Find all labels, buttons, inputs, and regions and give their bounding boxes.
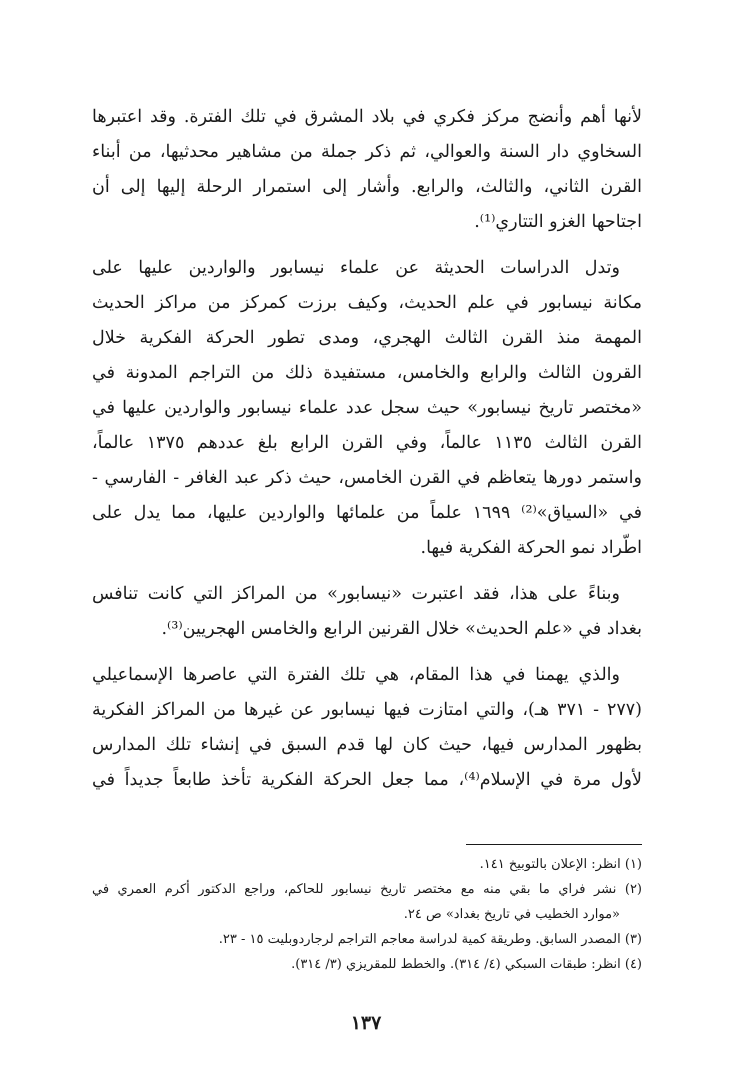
footnote-2: (٢) نشر فراي ما بقي منه مع مختصر تاريخ نيسابور للحاكم، وراجع الدكتور أكرم العمري في — [92, 882, 642, 897]
footnote-2-continuation: «موارد الخطيب في تاريخ بغداد» ص ٢٤. — [403, 907, 620, 922]
paragraph-4 — [92, 658, 642, 798]
footnotes — [92, 852, 642, 977]
main-text — [92, 100, 642, 798]
footnote-divider — [466, 844, 642, 845]
footnote-1: (١) انظر: الإعلان بالتوبيخ ١٤١. — [479, 857, 642, 872]
text-line: القرون الثالث والرابع والخامس، مستفيدة ذلك من التراجم المدونة في — [92, 363, 642, 383]
text-line: اجتاحها الغزو التتاري⁽¹⁾. — [474, 212, 642, 232]
text-line: لأول مرة في الإسلام⁽⁴⁾، مما جعل الحركة الفكرية تأخذ طابعاً جديداً في — [92, 770, 642, 790]
text-line: والذي يهمنا في هذا المقام، هي تلك الفترة التي عاصرها الإسماعيلي — [92, 665, 620, 685]
paragraph-1 — [92, 100, 642, 240]
text-line: السخاوي دار السنة والعوالي، ثم ذكر جملة من مشاهير محدثيها، من أبناء — [92, 142, 642, 162]
text-line: مكانة نيسابور في علم الحديث، وكيف برزت كمركز من مراكز الحديث — [92, 293, 642, 313]
page-number: ١٣٧ — [350, 1012, 382, 1034]
paragraph-2 — [92, 251, 642, 566]
text-line: واستمر دورها يتعاظم في القرن الخامس، حيث ذكر عبد الغافر - الفارسي - — [92, 468, 642, 488]
footnote-4: (٤) انظر: طبقات السبكي (٤/ ٣١٤). والخطط للمقريزي (٣/ ٣١٤). — [291, 957, 642, 972]
text-line: بظهور المدارس فيها، حيث كان لها قدم السبق في إنشاء تلك المدارس — [92, 735, 642, 755]
text-line: المهمة منذ القرن الثالث الهجري، ومدى تطور الحركة الفكرية خلال — [92, 328, 642, 348]
text-line: وبناءً على هذا، فقد اعتبرت «نيسابور» من المراكز التي كانت تنافس — [92, 584, 620, 604]
text-line: بغداد في «علم الحديث» خلال القرنين الرابع والخامس الهجريين⁽³⁾. — [161, 619, 642, 639]
paragraph-3 — [92, 577, 642, 647]
text-line: القرن الثالث ١١٣٥ عالماً، وفي القرن الرابع بلغ عددهم ١٣٧٥ عالماً، — [92, 433, 642, 453]
text-line: لأنها أهم وأنضج مركز فكري في بلاد المشرق في تلك الفترة. وقد اعتبرها — [92, 107, 642, 127]
footnote-3: (٣) المصدر السابق. وطريقة كمية لدراسة معاجم التراجم لرجاردوبليت ١٥ - ٢٣. — [218, 932, 642, 947]
text-line: (٢٧٧ - ٣٧١ هـ)، والتي امتازت فيها نيسابور عن غيرها من المراكز الفكرية — [92, 700, 642, 720]
text-line: في «السياق»⁽²⁾ ١٦٩٩ علماً من علمائها والواردين عليها، مما يدل على — [92, 503, 642, 523]
text-line: وتدل الدراسات الحديثة عن علماء نيسابور والواردين عليها على — [92, 258, 620, 278]
text-line: اطّراد نمو الحركة الفكرية فيها. — [420, 538, 642, 558]
text-line: «مختصر تاريخ نيسابور» حيث سجل عدد علماء نيسابور والواردين عليها في — [92, 398, 642, 418]
text-line: القرن الثاني، والثالث، والرابع. وأشار إلى استمرار الرحلة إليها إلى أن — [92, 177, 642, 197]
